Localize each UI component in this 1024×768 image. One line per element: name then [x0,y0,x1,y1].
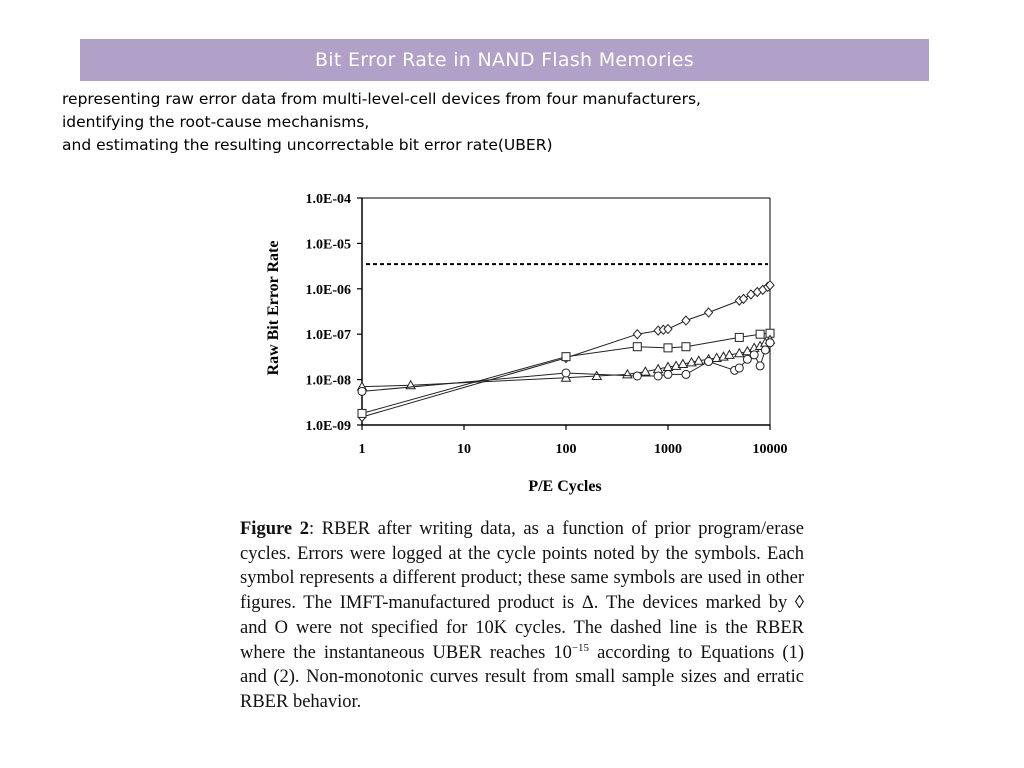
y-tick-label: 1.0E-06 [305,282,351,298]
x-tick-label: 1 [358,442,366,457]
caption-text: : RBER after writing data, as a function of prior program/erase cycles. Errors were logged at the cycle points noted by the symbols. Each symbol represents a different product; these same symbols are used in other figures. The IMFT-manufactured product is Δ. The devices marked by ◊ and O were not specified for 10K cycles. The dashed line is the RBER where the instantaneous UBER reaches 10 [240,519,805,663]
point-circle [766,339,774,347]
series-diamond [358,281,774,422]
point-circle [735,364,743,372]
x-tick-label: 10 [457,442,471,457]
x-tick-label: 10000 [752,442,788,457]
x-tick-label: 100 [555,442,577,457]
caption-text-after: according to Equations (1) and (2). Non-monotonic curves result from small sample sizes and erratic RBER behavior. [240,642,804,712]
caption-label: Figure 2 [240,519,309,539]
point-circle [358,387,366,395]
y-tick-label: 1.0E-07 [305,328,351,344]
point-circle [682,370,690,378]
y-tick-label: 1.0E-08 [305,373,351,389]
y-axis-label: Raw Bit Error Rate [265,240,282,376]
slide-title: Bit Error Rate in NAND Flash Memories [314,49,695,71]
point-square [664,344,672,352]
rber-chart [255,180,815,500]
point-square [562,353,570,361]
point-square [633,343,641,351]
point-square [735,333,743,341]
point-circle [705,358,713,366]
y-tick-label: 1.0E-05 [305,237,351,253]
point-diamond [682,316,690,325]
slide-title-bar [80,39,929,81]
caption-exponent: −15 [571,641,590,654]
point-circle [761,346,769,354]
point-square [682,343,690,351]
series-circle [358,339,774,396]
point-diamond [705,308,713,317]
point-circle [562,369,570,377]
y-tick-label: 1.0E-09 [305,419,351,434]
x-tick-label: 1000 [654,442,682,457]
series-line-circle [362,343,770,392]
series-line-diamond [362,285,770,417]
point-diamond [633,330,641,339]
point-circle [756,362,764,370]
point-circle [664,370,672,378]
point-circle [633,372,641,380]
point-circle [750,351,758,359]
y-tick-label: 1.0E-04 [305,192,351,207]
bullet-line-3: and estimating the resulting uncorrectable bit error rate(UBER) [62,136,553,154]
bullet-line-2: identifying the root-cause mechanisms, [62,113,370,131]
point-square [756,330,764,338]
bullet-line-1: representing raw error data from multi-level-cell devices from four manufacturers, [62,90,701,108]
bullet-text-block [62,88,962,157]
point-circle [654,372,662,380]
point-square [358,409,366,417]
chart-axes [306,192,788,457]
chart-marks [358,281,775,422]
figure-caption [240,517,804,715]
x-axis-label: P/E Cycles [528,478,602,495]
